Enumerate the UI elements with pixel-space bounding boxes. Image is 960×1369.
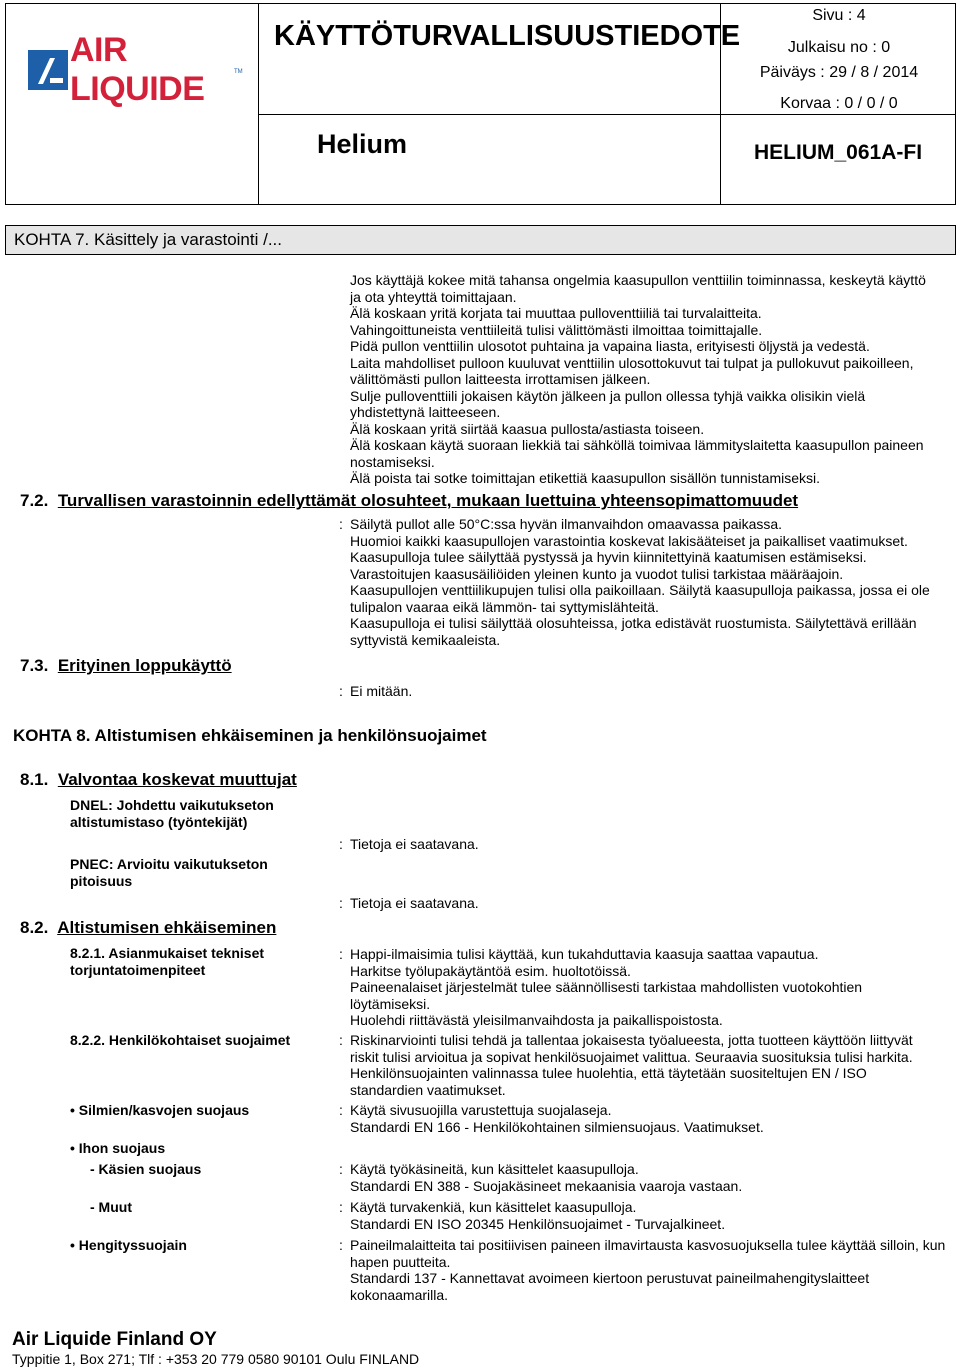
colon: : (339, 1032, 343, 1048)
respiratory-protection-text (350, 1237, 950, 1303)
storage-line: Kaasupulloja ei tulisi säilyttää olosuhteissa, jotka edistävät ruostumista. Säilytettävä erillään (350, 615, 917, 631)
label-line: altistumistaso (työntekijät) (70, 814, 248, 830)
subsection-number: 7.2. (20, 491, 49, 510)
section-7-bar (5, 225, 956, 255)
text-line: Standardi 137 - Kannettavat avoimeen kiertoon perustuvat paineilmahengityslaitteet (350, 1270, 870, 1286)
storage-conditions (350, 516, 950, 648)
pnec-label (70, 856, 268, 890)
handling-line: Älä poista tai sotke toimittajan etikettiä kaasupullon sisällön tunnistamiseksi. (350, 470, 821, 486)
storage-line: syttyvistä kemikaaleista. (350, 631, 501, 648)
text-line: hapen puutteita. (350, 1253, 451, 1270)
section-8-title: KOHTA 8. Altistumisen ehkäiseminen ja henkilönsuojaimet (13, 726, 487, 745)
text-line: kokonaamarilla. (350, 1286, 449, 1303)
subsection-title: Altistumisen ehkäiseminen (57, 918, 277, 937)
label-line: torjuntatoimenpiteet (70, 962, 206, 978)
header-divider-left (258, 3, 259, 205)
colon: : (339, 1237, 343, 1253)
section-7-title: KOHTA 7. Käsittely ja varastointi /... (14, 230, 283, 249)
text-line: Riskinarviointi tulisi tehdä ja tallentaa jokaisesta työalueesta, jotta tuotteen käyttöön liittyvät (350, 1032, 913, 1048)
colon: : (339, 516, 343, 532)
handling-line: Älä koskaan yritä korjata tai muuttaa pulloventtiiliä tai turvalaitteita. (350, 305, 762, 321)
product-name: Helium (317, 129, 408, 159)
air-liquide-emblem-icon (28, 50, 68, 90)
colon: : (339, 836, 343, 852)
storage-line: Säilytä pullot alle 50°C:ssa hyvän ilmanvaihdon omaavassa paikassa. (350, 516, 783, 532)
colon: : (339, 683, 343, 699)
personal-protection-label: 8.2.2. Henkilökohtaiset suojaimet (70, 1032, 291, 1048)
engineering-controls-label (70, 945, 264, 979)
specific-end-use-value: Ei mitään. (350, 683, 413, 699)
respiratory-protection-label (70, 1237, 187, 1254)
handling-line: Laita mahdolliset pulloon kuuluvat venttiilin ulosottokuvut tai tulpat ja pullokuvut paikoilleen, (350, 354, 914, 371)
document-title: KÄYTTÖTURVALLISUUSTIEDOTE (274, 20, 741, 52)
storage-line: tulipalon vaaraa eikä lämmön- tai syttymislähteitä. (350, 598, 659, 615)
storage-line: Kaasupullojen venttiilikupujen tulisi olla paikoillaan. Säilytä kaasupulloja paikassa, jossa ei ole (350, 582, 930, 598)
subsection-title: Valvontaa koskevat muuttujat (57, 770, 297, 789)
handling-line: Sulje pulloventtiili jokaisen käytön jälkeen ja pullon ollessa tyhjä vaikka olisikin vielä (350, 387, 866, 404)
text-line: Käytä sivusuojilla varustettuja suojalaseja. (350, 1102, 612, 1118)
logo-trademark: TM (234, 69, 243, 75)
handling-line: yhdistettynä laitteeseen. (350, 404, 501, 420)
text-line: Huolehdi riittävästä yleisilmanvaihdosta ja paikallispoistosta. (350, 1012, 723, 1028)
bullet-icon: • (70, 1237, 75, 1253)
label-line: DNEL: Johdettu vaikutukseton (70, 797, 274, 813)
subsection-8-1-heading (20, 770, 297, 790)
text-line: Happi-ilmaisimia tulisi käyttää, kun tukahduttavia kaasuja saattaa vapautua. (350, 946, 819, 962)
engineering-controls-text (350, 946, 950, 1029)
text-line: riskit tulisi arvioitua ja sopivat henkilösuojaimet valittua. Seuraavia suosituksia tulisi harkita. (350, 1048, 913, 1065)
page-number: Sivu : 4 (812, 7, 866, 24)
subsection-title: Turvallisen varastoinnin edellyttämät olosuhteet, mukaan luettuina yhteensopimattomuudet (57, 491, 799, 510)
subsection-title: Erityinen loppukäyttö (57, 656, 232, 675)
hand-protection-text (350, 1161, 950, 1194)
replaces-date: Korvaa : 0 / 0 / 0 (780, 95, 898, 112)
other-protection-label: - Muut (90, 1199, 132, 1215)
issue-date: Päiväys : 29 / 8 / 2014 (759, 64, 919, 81)
colon: : (339, 946, 343, 962)
subsection-8-2-heading (20, 918, 276, 938)
handling-line: välittömästi pullon laitteesta irrottamisen jälkeen. (350, 371, 651, 387)
subsection-7-3-heading (20, 656, 232, 676)
colon: : (339, 1102, 343, 1118)
product-code: HELIUM_061A-FI (754, 141, 923, 164)
handling-line: Jos käyttäjä kokee mitä tahansa ongelmia kaasupullon venttiilin toiminnassa, keskeytä käyttö (350, 272, 926, 288)
hand-protection-label: - Käsien suojaus (90, 1161, 202, 1177)
eye-protection-text (350, 1102, 950, 1135)
text-line: Standardi EN ISO 20345 Henkilönsuojaimet - Turvajalkineet. (350, 1215, 726, 1232)
label-text: Ihon suojaus (78, 1140, 166, 1156)
handling-line: Älä koskaan käytä suoraan liekkiä tai sähköllä toimivaa lämmityslaitetta kaasupullon paineen (350, 437, 924, 453)
header-divider-horizontal (258, 114, 956, 115)
eye-protection-label (70, 1102, 249, 1119)
other-protection-text (350, 1199, 950, 1232)
text-line: Standardi EN 166 - Henkilökohtainen silmiensuojaus. Vaatimukset. (350, 1118, 764, 1135)
bullet-icon: • (70, 1102, 75, 1118)
label-line: 8.2.1. Asianmukaiset tekniset (70, 945, 265, 961)
subsection-number: 8.1. (20, 770, 49, 789)
skin-protection-label (70, 1140, 165, 1157)
storage-line: Huomioi kaikki kaasupullojen varastointia koskevat lakisääteiset ja paikalliset vaatimukset. (350, 532, 908, 549)
handling-line: ja ota yhteyttä toimittajaan. (350, 288, 517, 305)
handling-line: Älä koskaan yritä siirtää kaasua pullosta/astiasta toiseen. (350, 420, 705, 437)
logo-text: AIR LIQUIDE (70, 31, 205, 108)
handling-line: Pidä pullon venttiilin ulosotot puhtaina ja vapaina liasta, erityisesti öljystä ja vedestä. (350, 338, 870, 354)
label-line: pitoisuus (70, 873, 133, 889)
handling-line: nostamiseksi. (350, 453, 435, 470)
text-line: löytämiseksi. (350, 995, 431, 1012)
subsection-number: 7.3. (20, 656, 49, 675)
bullet-icon: • (70, 1140, 75, 1156)
storage-line: Varastoitujen kaasusäiliöiden yleinen kunto ja vuodot tulisi tarkistaa määräajoin. (350, 565, 844, 582)
text-line: standardien vaatimukset. (350, 1081, 506, 1098)
issue-number: Julkaisu no : 0 (787, 39, 891, 56)
subsection-7-2-heading (20, 491, 798, 511)
handling-line: Vahingoittuneista venttiileitä tulisi välittömästi ilmoittaa toimittajalle. (350, 321, 763, 338)
label-text: Silmien/kasvojen suojaus (78, 1102, 250, 1118)
footer-address: Typpitie 1, Box 271; Tlf : +353 20 779 0580 90101 Oulu FINLAND (12, 1351, 420, 1367)
dnel-value: Tietoja ei saatavana. (350, 836, 479, 852)
storage-line: Kaasupulloja tulee säilyttää pystyssä ja hyvin kiinnitettyinä kaatumisen estämiseksi. (350, 549, 867, 565)
personal-protection-text (350, 1032, 950, 1098)
colon: : (339, 1161, 343, 1177)
company-logo (28, 24, 248, 108)
text-line: Harkitse työlupakäytäntöä esim. huoltotöissä. (350, 962, 631, 979)
text-line: Käytä turvakenkiä, kun käsittelet kaasupulloja. (350, 1199, 637, 1215)
text-line: Henkilönsuojainten valinnassa tulee huolehtia, että täytetään suositeltujen EN / ISO (350, 1065, 867, 1081)
text-line: Standardi EN 388 - Suojakäsineet mekaanisia vaaroja vastaan. (350, 1177, 743, 1194)
label-line: PNEC: Arvioitu vaikutukseton (70, 856, 268, 872)
subsection-number: 8.2. (20, 918, 49, 937)
handling-precautions (350, 272, 950, 487)
dnel-label (70, 797, 274, 831)
footer-company: Air Liquide Finland OY (12, 1329, 217, 1350)
colon: : (339, 895, 343, 911)
colon: : (339, 1199, 343, 1215)
text-line: Käytä työkäsineitä, kun käsittelet kaasupulloja. (350, 1161, 639, 1177)
text-line: Paineenalaiset järjestelmät tulee säännöllisesti tarkistaa mahdollisten vuotokohtien (350, 979, 863, 995)
pnec-value: Tietoja ei saatavana. (350, 895, 479, 911)
text-line: Paineilmalaitteita tai positiivisen paineen ilmavirtausta kasvosuojuksella tulee käyttää silloin, kun (350, 1237, 946, 1253)
label-text: Hengityssuojain (78, 1237, 187, 1253)
